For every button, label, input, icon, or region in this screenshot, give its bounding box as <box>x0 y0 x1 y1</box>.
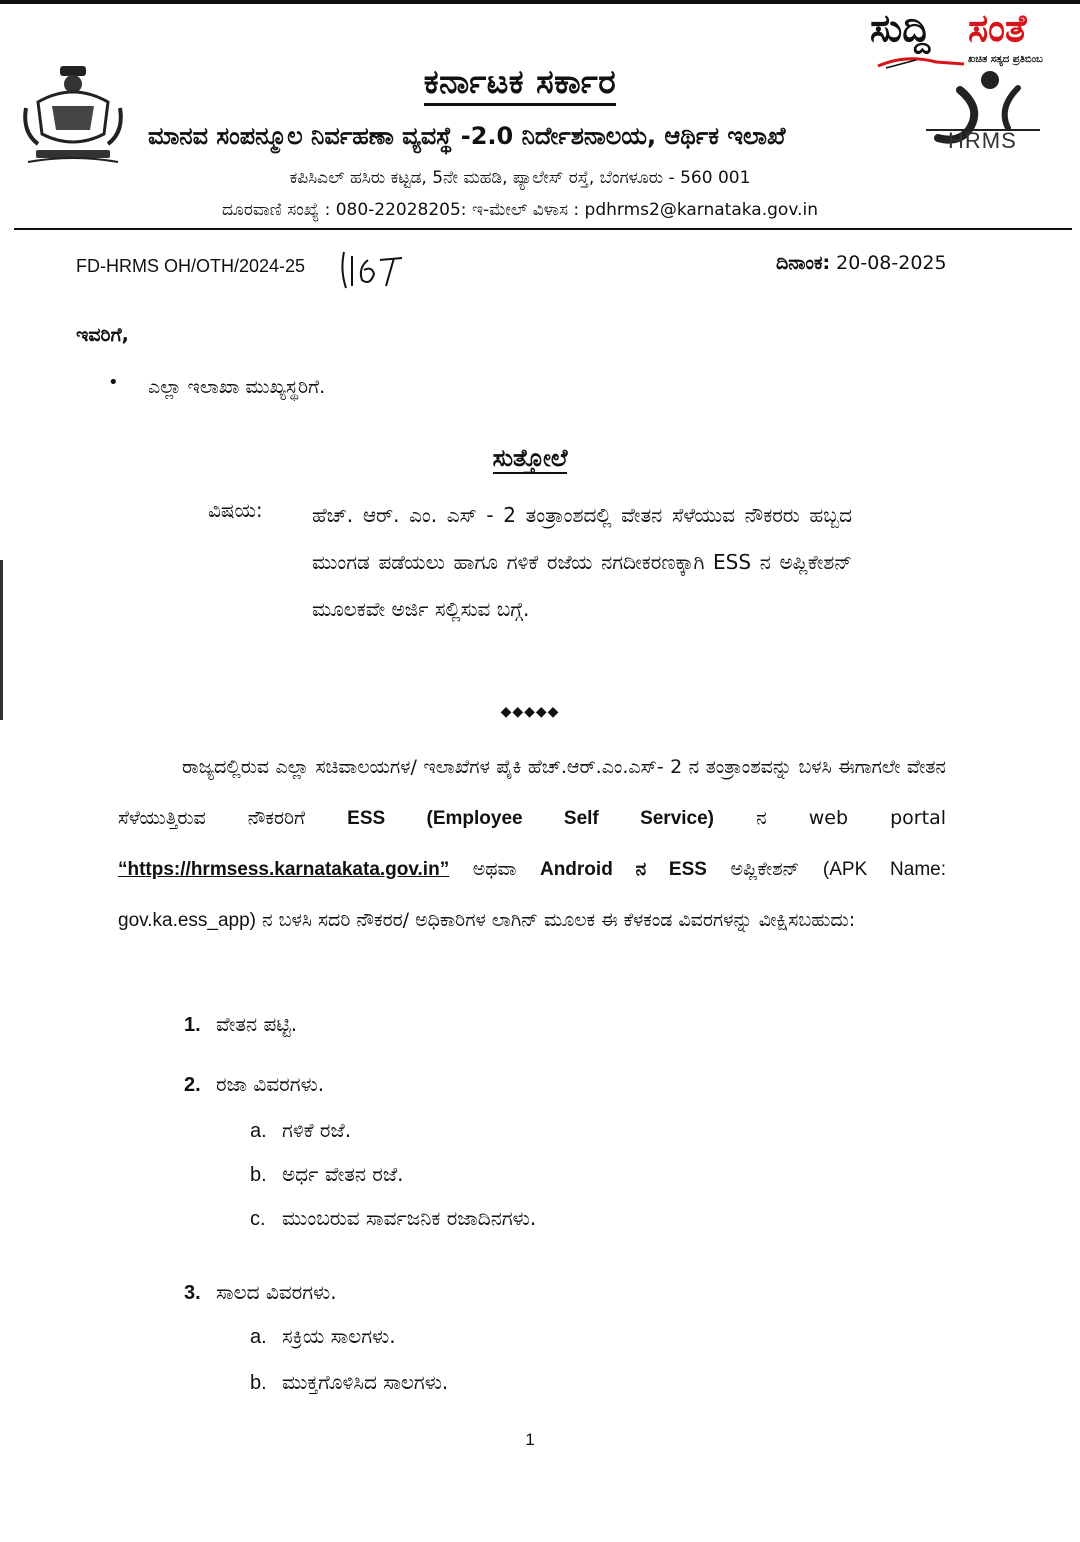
circular-title-text: ಸುತ್ತೋಲೆ <box>492 444 568 472</box>
sub-list-number: c. <box>250 1208 266 1230</box>
sub-list-item <box>250 1206 536 1231</box>
list-item <box>184 1012 297 1037</box>
android-term: Android ನ ESS <box>539 859 707 880</box>
sub-list-item <box>250 1370 448 1395</box>
addressee-recipient: ಎಲ್ಲಾ ಇಲಾಖಾ ಮುಖ್ಯಸ್ಥರಿಗೆ. <box>148 376 326 398</box>
body-text-3: ಅಥವಾ <box>449 858 540 880</box>
sub-list-label: ಮುಕ್ತಗೊಳಿಸಿದ ಸಾಲಗಳು. <box>282 1370 449 1394</box>
government-title-text: ಕರ್ನಾಟಕ ಸರ್ಕಾರ <box>424 62 616 106</box>
apk-name: (APK Name: gov.ka.ess_app) <box>118 859 946 931</box>
body-text-1: ರಾಜ್ಯದಲ್ಲಿರುವ ಎಲ್ಲಾ ಸಚಿವಾಲಯಗಳ/ ಇಲಾಖೆಗಳ ಪೈಕಿ ಹೆಚ್.ಆರ್.ಎಂ.ಎಸ್- 2 ನ ತಂತ್ರಾಂಶವನ್ನು ಬಳಸಿ ಈಗಾಗಲೇ ವೇತನ ಸೆಳೆಯುತ್ತಿರುವ ನೌಕರರಿಗೆ <box>118 756 946 829</box>
list-item <box>184 1072 324 1097</box>
list-item <box>184 1280 337 1305</box>
bullet-mark: • <box>108 372 119 393</box>
header-divider <box>14 228 1072 230</box>
list-number: 2. <box>184 1074 201 1096</box>
sub-list-number: a. <box>250 1326 267 1348</box>
sub-list-number: b. <box>250 1164 267 1186</box>
list-label: ವೇತನ ಪಟ್ಟಿ. <box>216 1012 298 1036</box>
circular-title <box>0 444 1060 472</box>
directorate-name: ಮಾನವ ಸಂಪನ್ಮೂಲ ನಿರ್ವಹಣಾ ವ್ಯವಸ್ಥೆ -2.0 ನಿರ್ದೇಶನಾಲಯ, ಆರ್ಥಿಕ ಇಲಾಖೆ <box>148 122 786 150</box>
body-text-2: ನ web portal <box>714 807 946 829</box>
page-number: 1 <box>525 1430 535 1449</box>
brand-name-part2: ಸಂತೆ <box>968 6 1027 50</box>
date-value: 20-08-2025 <box>836 252 947 274</box>
ess-term: ESS (Employee Self Service) <box>347 808 715 829</box>
list-number: 3. <box>184 1282 201 1304</box>
sub-list-item <box>250 1324 396 1349</box>
brand-name-part1: ಸುದ್ದಿ <box>870 6 931 50</box>
list-label: ಸಾಲದ ವಿವರಗಳು. <box>216 1280 337 1304</box>
date-label: ದಿನಾಂಕ: <box>776 252 831 274</box>
office-address: ಕಪಿಸಿಎಲ್ ಹಸಿರು ಕಟ್ಟಡ, 5ನೇ ಮಹಡಿ, ಪ್ಯಾಲೇಸ್ ರಸ್ತೆ, ಬೆಂಗಳೂರು - 560 001 <box>289 168 751 188</box>
sub-list-label: ಗಳಿಕೆ ರಜೆ. <box>282 1118 352 1142</box>
body-paragraph <box>118 742 946 946</box>
addressee-label: ಇವರಿಗೆ, <box>76 324 129 346</box>
list-label: ರಜಾ ವಿವರಗಳು. <box>216 1072 325 1096</box>
date-block <box>776 252 947 274</box>
sub-list-label: ಅರ್ಧ ವೇತನ ರಜೆ. <box>282 1162 404 1186</box>
section-divider: ◆◆◆◆◆ <box>500 704 560 720</box>
government-title <box>0 62 1040 102</box>
sub-list-item <box>250 1118 351 1143</box>
handwritten-number-signature <box>338 246 408 292</box>
page-left-edge <box>0 560 3 720</box>
office-contact: ದೂರವಾಣಿ ಸಂಖ್ಯೆ : 080-22028205: ಇ-ಮೇಲ್ ವಿಳಾಸ : pdhrms2@karnataka.gov.in <box>222 200 818 220</box>
page-top-edge <box>0 0 1080 4</box>
reference-number: FD-HRMS OH/OTH/2024-25 <box>76 256 306 276</box>
subject-text: ಹೆಚ್. ಆರ್. ಎಂ. ಎಸ್ - 2 ತಂತ್ರಾಂಶದಲ್ಲಿ ವೇತನ ಸೆಳೆಯುವ ನೌಕರರು ಹಬ್ಬದ ಮುಂಗಡ ಪಡೆಯಲು ಹಾಗೂ ಗಳಿಕೆ ರಜೆಯ ನಗದೀಕರಣಕ್ಕಾಗಿ ESS ನ ಅಪ್ಲಿಕೇಶನ್ ಮೂಲಕವೇ ಅರ್ಜಿ ಸಲ್ಲಿಸುವ ಬಗ್ಗೆ. <box>312 503 852 621</box>
subject-label: ವಿಷಯ: <box>208 498 263 522</box>
sub-list-number: a. <box>250 1120 267 1142</box>
sub-list-label: ಸಕ್ರಿಯ ಸಾಲಗಳು. <box>282 1324 396 1348</box>
brand-tagline: ಖಚಿತ ಸತ್ಯದ ಪ್ರತಿಬಿಂಬ <box>968 54 1043 65</box>
list-number: 1. <box>184 1014 201 1036</box>
sub-list-label: ಮುಂಬರುವ ಸಾರ್ವಜನಿಕ ರಜಾದಿನಗಳು. <box>282 1206 537 1230</box>
body-text-5: ನ ಬಳಸಿ ಸದರಿ ನೌಕರರ/ ಅಧಿಕಾರಿಗಳ ಲಾಗಿನ್ ಮೂಲಕ ಈ ಕೆಳಕಂಡ ವಿವರಗಳನ್ನು ವೀಕ್ಷಿಸಬಹುದು: <box>256 909 856 931</box>
sub-list-number: b. <box>250 1372 267 1394</box>
sub-list-item <box>250 1162 403 1187</box>
hrms-logo-text: HRMS <box>948 128 1017 153</box>
web-portal-link[interactable]: “https://hrmsess.karnatakata.gov.in” <box>118 859 450 880</box>
body-text-4: ಅಪ್ಲಿಕೇಶನ್ <box>706 858 823 880</box>
